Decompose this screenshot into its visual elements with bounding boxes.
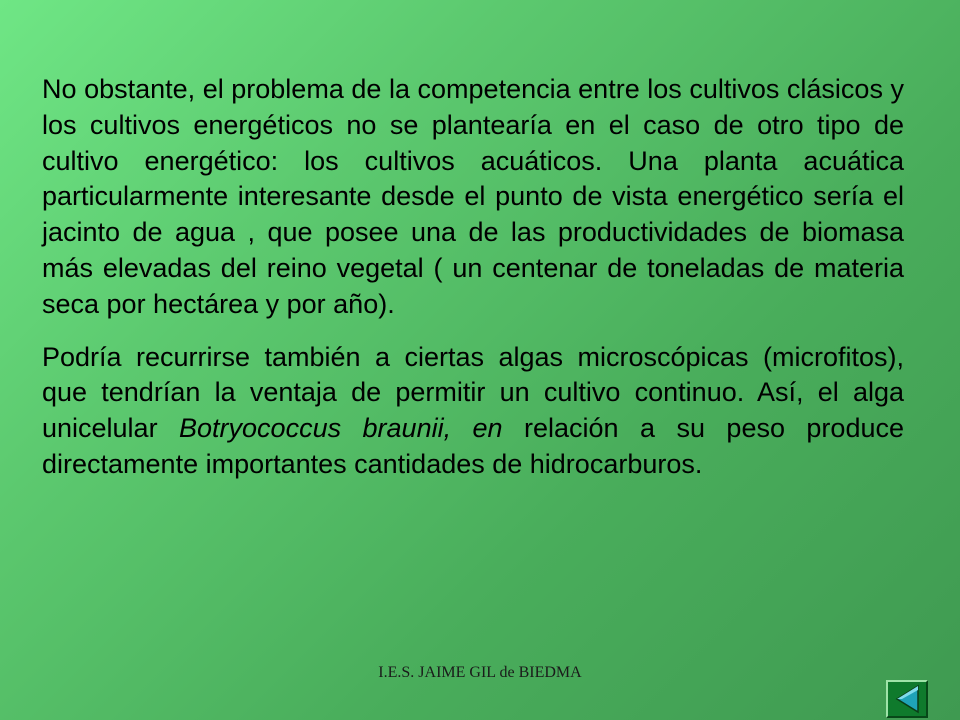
paragraph-aquatic-crops: No obstante, el problema de la competencia entre los cultivos clásicos y los cultivos energéticos no se plantearía en el caso de otro tipo de cultivo energético: los cultivos acuáticos. Una planta acuática particularmente interesante desde el punto de vista energético sería el jacinto de agua , que posee una de las productividades de biomasa más elevadas del reino vegetal ( un centenar de toneladas de materia seca por hectárea y por año).	[42, 74, 904, 319]
paragraph-microalgae-text-start: Podría recurrirse también a ciertas algas microscópicas (microfitos), que tendrían la ventaja de permitir un cultivo continuo. Así, el alga unicelular	[42, 341, 904, 444]
paragraph-microalgae	[42, 340, 904, 483]
back-button[interactable]	[886, 680, 928, 718]
triangle-left-icon	[888, 682, 926, 716]
footer-school-name: I.E.S. JAIME GIL de BIEDMA	[378, 664, 582, 681]
slide-body	[42, 72, 904, 483]
species-name: Botryococcus braunii, en	[179, 413, 503, 444]
paragraph-microalgae-text-end: relación a su peso produce directamente importantes cantidades de hidrocarburos.	[42, 413, 904, 479]
